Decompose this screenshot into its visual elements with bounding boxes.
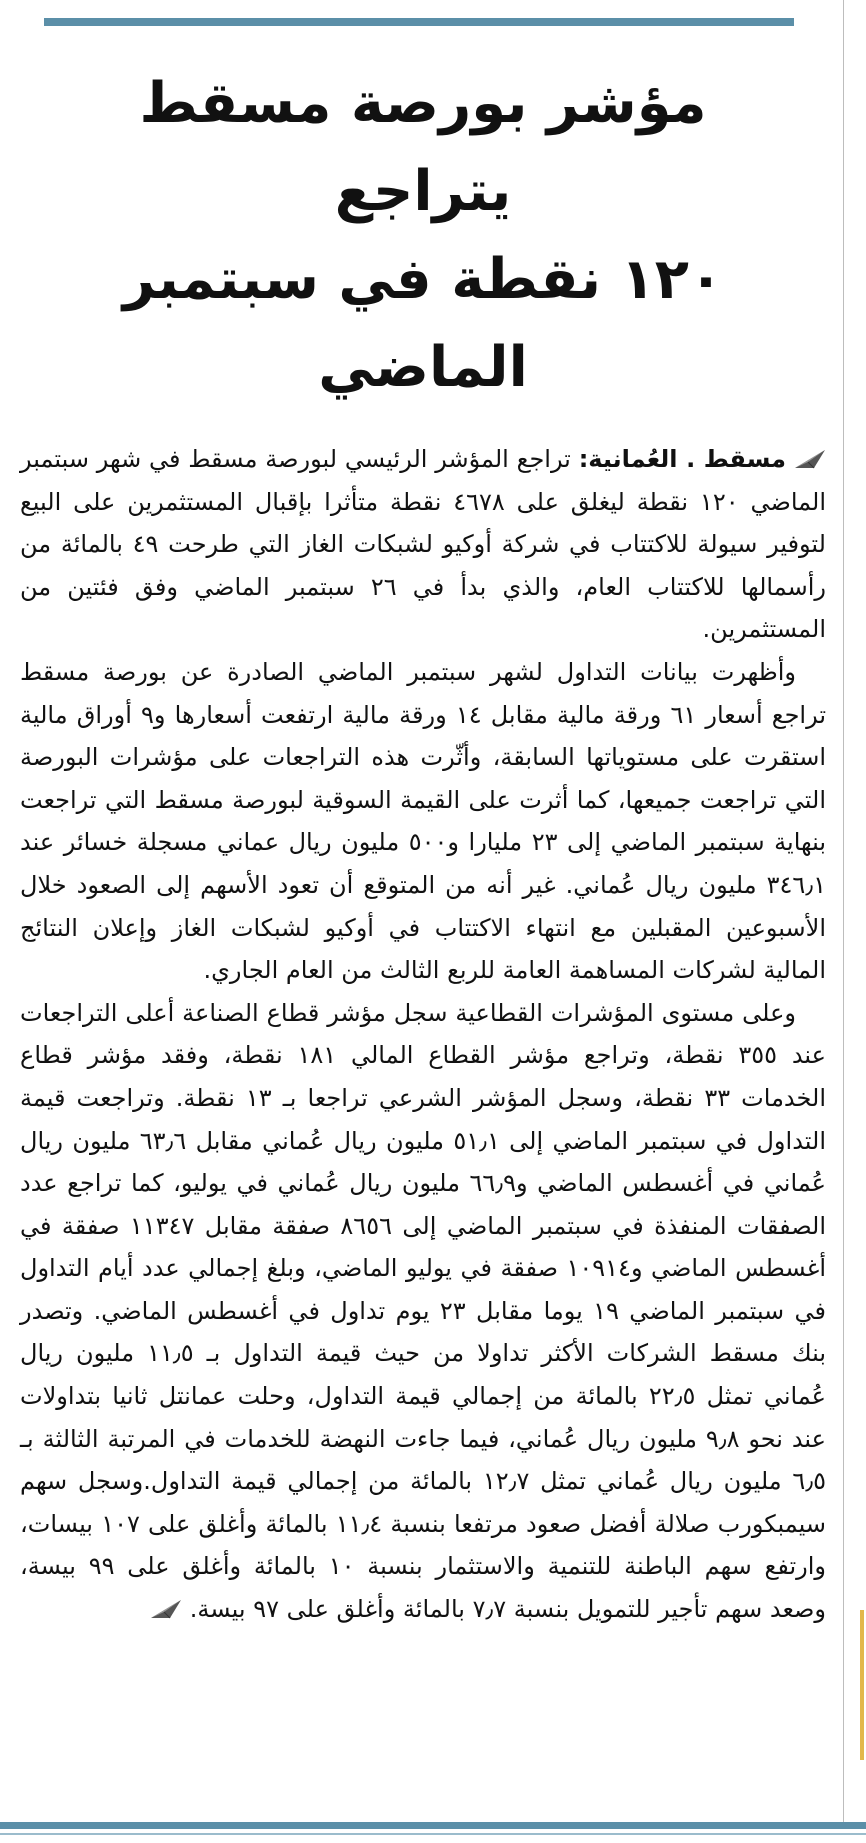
bottom-rule	[0, 1822, 866, 1829]
headline-line-1: مؤشر بورصة مسقط يتراجع	[139, 71, 707, 224]
headline-line-2: ١٢٠ نقطة في سبتمبر الماضي	[122, 247, 724, 400]
article-paragraph-1	[20, 438, 826, 651]
paper-plane-icon	[150, 1598, 182, 1620]
paragraph-3-text: وعلى مستوى المؤشرات القطاعية سجل مؤشر قطاع الصناعة أعلى التراجعات عند ٣٥٥ نقطة، وتراجع مؤشر القطاع المالي ١٨١ نقطة، وفقد مؤشر قطاع الخدمات ٣٣ نقطة، وسجل المؤشر الشرعي تراجعا بـ ١٣ نقطة. وتراجعت قيمة التداول في سبتمبر الماضي إلى ٥١٫١ مليون ريال عُماني مقابل ٦٣٫٦ مليون ريال عُماني في أغسطس الماضي و٦٦٫٩ مليون ريال عُماني في يوليو، كما تراجع عدد الصفقات المنفذة في سبتمبر الماضي إلى ٨٦٥٦ صفقة مقابل ١١٣٤٧ صفقة في أغسطس الماضي و١٠٩١٤ صفقة في يوليو الماضي، وبلغ إجمالي عدد أيام التداول في سبتمبر الماضي ١٩ يوما مقابل ٢٣ يوم تداول في أغسطس الماضي. وتصدر بنك مسقط الشركات الأكثر تداولا من حيث قيمة التداول بـ ١١٫٥ مليون ريال عُماني تمثل ٢٢٫٥ بالمائة من إجمالي قيمة التداول، وحلت عمانتل ثانيا بتداولات عند نحو ٩٫٨ مليون ريال عُماني، فيما جاءت النهضة للخدمات في المرتبة الثالثة بـ ٦٫٥ مليون ريال عُماني تمثل ١٢٫٧ بالمائة من إجمالي قيمة التداول.وسجل سهم سيمبكورب صلالة أفضل صعود مرتفعا بنسبة ١١٫٤ بالمائة وأغلق على ١٠٧ بيسات، وارتفع سهم الباطنة للتنمية والاستثمار بنسبة ١٠ بالمائة وأغلق على ٩٩ بيسة، وصعد سهم تأجير للتمويل بنسبة ٧٫٧ بالمائة وأغلق على ٩٧ بيسة.	[20, 998, 827, 1624]
headline	[20, 60, 826, 412]
paragraph-1-text: تراجع المؤشر الرئيسي لبورصة مسقط في شهر سبتمبر الماضي ١٢٠ نقطة ليغلق على ٤٦٧٨ نقطة متأثرا بإقبال المستثمرين على البيع لتوفير سيولة للاكتتاب في شركة أوكيو لشبكات الغاز التي طرحت ٤٩ بالمائة من رأسمالها للاكتتاب العام، والذي بدأ في ٢٦ سبتمبر الماضي وفق فئتين من المستثمرين.	[20, 445, 826, 644]
paper-plane-icon	[794, 448, 826, 470]
article-paragraph-2: وأظهرت بيانات التداول لشهر سبتمبر الماضي الصادرة عن بورصة مسقط تراجع أسعار ٦١ ورقة مالية مقابل ١٤ ورقة مالية ارتفعت أسعارها و٩ أوراق مالية استقرت على مستوياتها السابقة، وأثّرت هذه التراجعات على مؤشرات البورصة التي تراجعت جميعها، كما أثرت على القيمة السوقية لبورصة مسقط التي تراجعت بنهاية سبتمبر الماضي إلى ٢٣ مليارا و٥٠٠ مليون ريال عماني مسجلة خسائر عند ٣٤٦٫١ مليون ريال عُماني. غير أنه من المتوقع أن تعود الأسهم إلى الصعود خلال الأسبوعين المقبلين مع انتهاء الاكتتاب في أوكيو لشبكات الغاز وإعلان النتائج المالية لشركات المساهمة العامة للربع الثالث من العام الجاري.	[20, 657, 827, 985]
bottom-rule-thin	[0, 1833, 866, 1835]
news-article	[20, 60, 826, 1631]
top-rule	[44, 18, 794, 26]
side-accent-bar	[860, 1610, 864, 1760]
article-paragraph-3	[20, 992, 826, 1631]
article-body	[20, 438, 826, 1631]
dateline: مسقط . العُمانية:	[578, 445, 786, 473]
column-divider	[843, 0, 844, 1825]
